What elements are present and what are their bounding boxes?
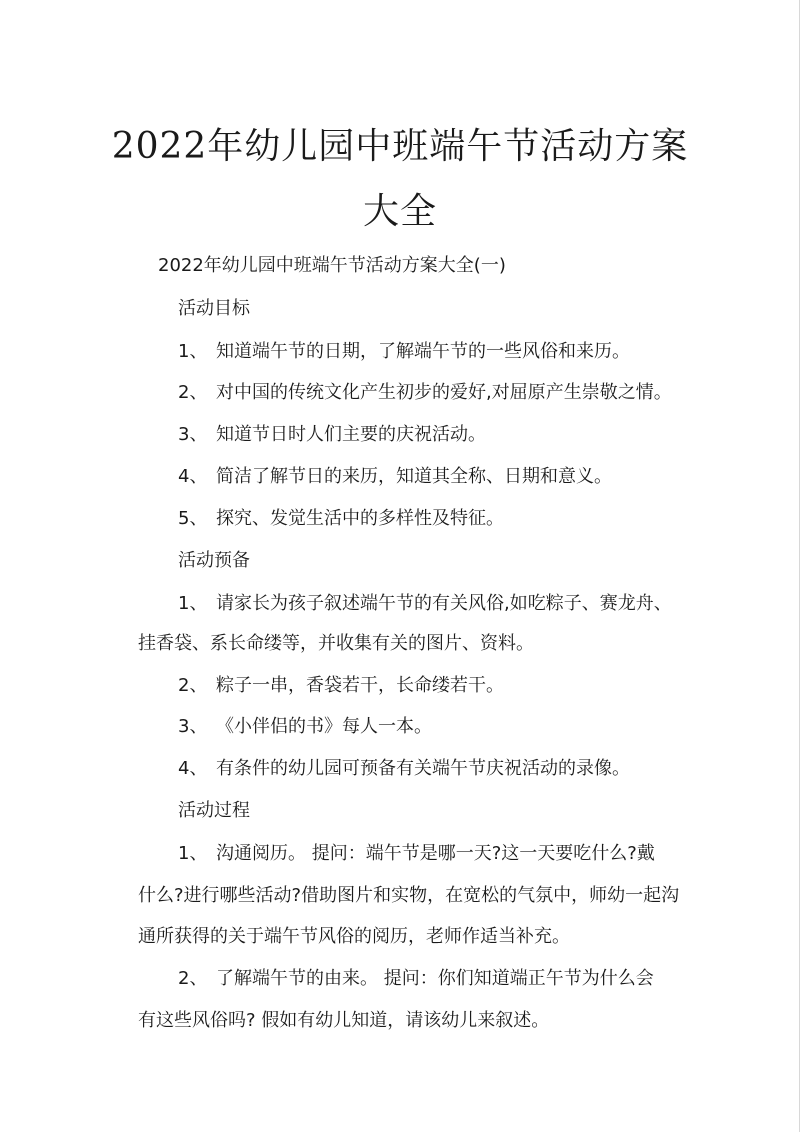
list-item-text: 请家长为孩子叙述端午节的有关风俗,如吃粽子、赛龙舟、 (216, 593, 672, 614)
list-item-number: 2、 (178, 382, 208, 403)
list-item (178, 423, 486, 447)
list-item-continuation: 什么?进行哪些活动?借助图片和实物，在宽松的气氛中，师幼一起沟 (138, 885, 680, 906)
list-item-continuation: 通所获得的关于端午节风俗的阅历，老师作适当补充。 (138, 926, 570, 947)
list-item-number: 3、 (178, 424, 208, 445)
list-item-text: 对中国的传统文化产生初步的爱好,对屈原产生崇敬之情。 (216, 382, 672, 403)
list-item-text: 探究、发觉生活中的多样性及特征。 (216, 508, 504, 529)
list-item (178, 715, 432, 739)
list-item-text: 了解端午节的由来。 提问：你们知道端正午节为什么会 (216, 968, 654, 989)
list-item-text: 沟通阅历。 提问：端午节是哪一天?这一天要吃什么?戴 (216, 843, 655, 864)
section-heading-process: 活动过程 (178, 800, 250, 821)
list-item (178, 592, 672, 616)
list-item-text: 粽子一串，香袋若干，长命缕若干。 (216, 675, 504, 696)
list-item (178, 381, 672, 405)
list-item-number: 2、 (178, 675, 208, 696)
document-title-line1: 2022年幼儿园中班端午节活动方案 (111, 126, 689, 167)
list-item-text: 知道节日时人们主要的庆祝活动。 (216, 424, 486, 445)
list-item (178, 340, 630, 364)
list-item (178, 465, 612, 489)
list-item-number: 4、 (178, 758, 208, 779)
list-item-text: 知道端午节的日期，了解端午节的一些风俗和来历。 (216, 341, 630, 362)
document-title-line2: 大全 (362, 191, 437, 232)
list-item-text: 有条件的幼儿园可预备有关端午节庆祝活动的录像。 (216, 758, 630, 779)
list-item-continuation: 挂香袋、系长命缕等，并收集有关的图片、资料。 (138, 633, 534, 654)
list-item (178, 674, 504, 698)
list-item (178, 757, 630, 781)
list-item-number: 2、 (178, 968, 208, 989)
list-item-number: 1、 (178, 593, 208, 614)
list-item-text: 简洁了解节日的来历，知道其全称、日期和意义。 (216, 466, 612, 487)
list-item-number: 4、 (178, 466, 208, 487)
list-item (178, 967, 654, 991)
list-item-number: 1、 (178, 843, 208, 864)
list-item-number: 1、 (178, 341, 208, 362)
document-subtitle: 2022年幼儿园中班端午节活动方案大全(一) (158, 255, 506, 276)
list-item (178, 842, 655, 866)
list-item-continuation: 有这些风俗吗? 假如有幼儿知道，请该幼儿来叙述。 (138, 1010, 550, 1031)
list-item (178, 507, 504, 531)
section-heading-goals: 活动目标 (178, 298, 250, 319)
section-heading-prep: 活动预备 (178, 550, 250, 571)
list-item-number: 3、 (178, 716, 208, 737)
list-item-text: 《小伴侣的书》每人一本。 (216, 716, 432, 737)
list-item-number: 5、 (178, 508, 208, 529)
